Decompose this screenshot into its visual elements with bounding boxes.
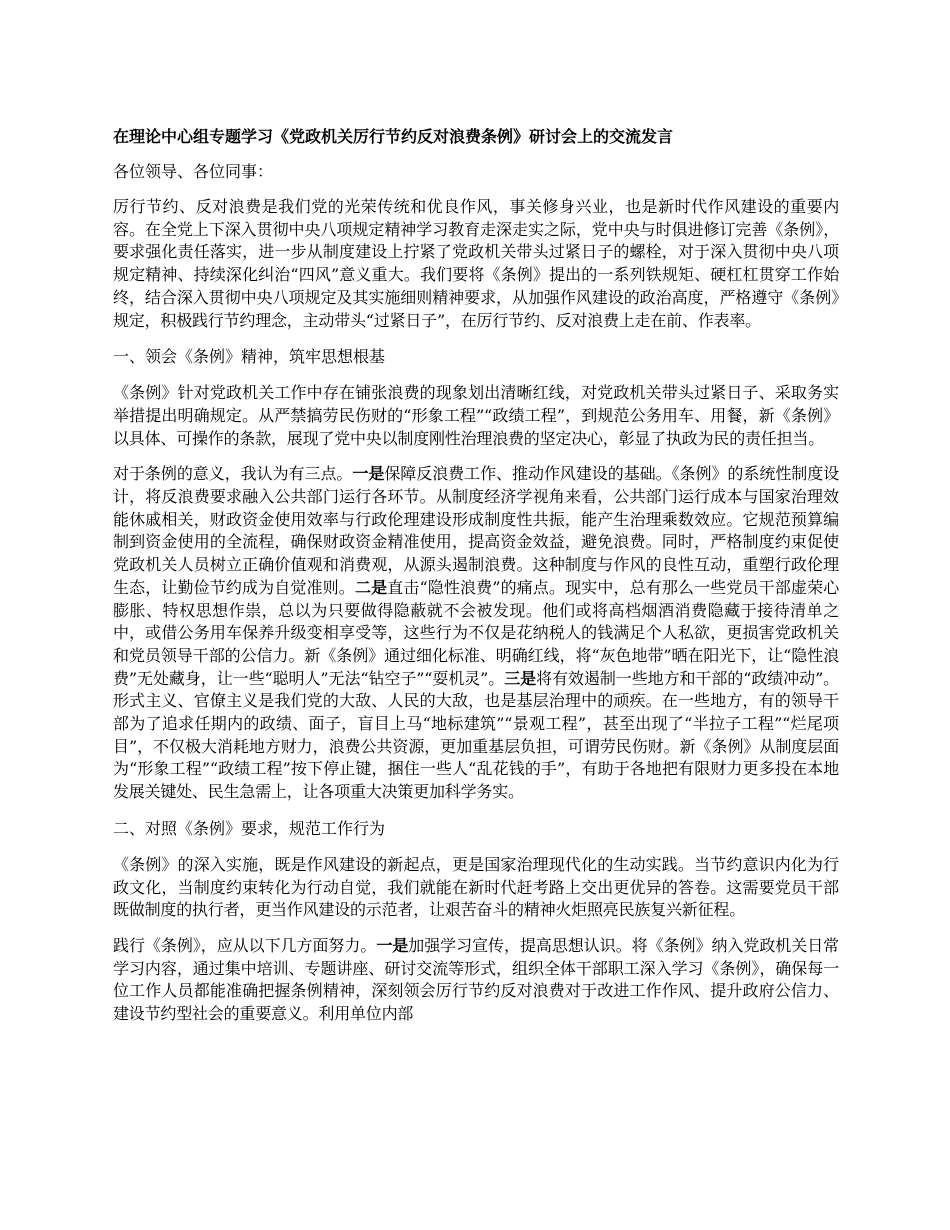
section-2-point-1-label: 一是 xyxy=(376,935,409,955)
section-1-point-1-label: 一是 xyxy=(352,464,385,484)
section-1-paragraph-2 xyxy=(113,463,839,804)
section-1-point-3-label: 三是 xyxy=(504,668,537,688)
intro-paragraph: 厉行节约、反对浪费是我们党的光荣传统和优良作风，事关修身兴业，也是新时代作风建设的重要内容。在全党上下深入贯彻中央八项规定精神学习教育走深走实之际，党中央与时俱进修订完善《条例》，要求强化责任落实，进一步从制度建设上拧紧了党政机关带头过紧日子的螺栓，对于深入贯彻中央八项规定精神、持续深化纠治“四风”意义重大。我们要将《条例》提出的一系列铁规矩、硬杠杠贯穿工作始终，结合深入贯彻中央八项规定及其实施细则精神要求，从加强作风建设的政治高度，严格遵守《条例》规定，积极践行节约理念，主动带头“过紧日子”，在厉行节约、反对浪费上走在前、作表率。 xyxy=(113,197,839,330)
section-2-point-1-text: 加强学习宣传，提高思想认识。将《条例》纳入党政机关日常学习内容，通过集中培训、专题讲座、研讨交流等形式，组织全体干部职工深入学习《条例》，确保每一位工作人员都能准确把握条例精神，深刻领会厉行节约反对浪费对于改进工作作风、提升政府公信力、建设节约型社会的重要意义。利用单位内部 xyxy=(113,935,839,1024)
section-1-point-2-label: 二是 xyxy=(354,577,388,597)
section-2-paragraph-2 xyxy=(113,935,839,1026)
section-2-points-intro: 践行《条例》，应从以下几方面努力。 xyxy=(113,935,377,955)
document-title: 在理论中心组专题学习《党政机关厉行节约反对浪费条例》研讨会上的交流发言 xyxy=(113,127,674,146)
section-2-heading: 二、对照《条例》要求，规范工作行为 xyxy=(113,818,386,838)
section-1-point-3-text: 将有效遏制一些地方和干部的“政绩冲动”。形式主义、官僚主义是我们党的大敌、人民的大敌，也是基层治理中的顽疾。在一些地方，有的领导干部为了追求任期内的政绩、面子，盲目上马“地标建筑”“景观工程”，甚至出现了“半拉子工程”“烂尾项目”，不仅极大消耗地方财力，浪费公共资源，更加重基层负担，可谓劳民伤财。新《条例》从制度层面为“形象工程”“政绩工程”按下停止键，捆住一些人“乱花钱的手”，有助于各地把有限财力更多投在本地发展关键处、民生急需上，让各项重大决策更加科学务实。 xyxy=(113,668,839,802)
section-1-heading: 一、领会《条例》精神，筑牢思想根基 xyxy=(113,347,386,367)
section-1-point-2-text: 直击“隐性浪费”的痛点。现实中，总有那么一些党员干部虚荣心膨胀、特权思想作祟，总以为只要做得隐蔽就不会被发现。他们或将高档烟酒消费隐藏于接待清单之中，或借公务用车保养升级变相享受等，这些行为不仅是花纳税人的钱满足个人私欲，更损害党政机关和党员领导干部的公信力。新《条例》通过细化标准、明确红线，将“灰色地带”晒在阳光下，让“隐性浪费”无处藏身，让一些“聪明人”无法“钻空子”“耍机灵”。 xyxy=(113,577,839,688)
section-2-paragraph-1: 《条例》的深入实施，既是作风建设的新起点，更是国家治理现代化的生动实践。当节约意识内化为行政文化，当制度约束转化为行动自觉，我们就能在新时代赶考路上交出更优异的答卷。这需要党员干部既做制度的执行者，更当作风建设的示范者，让艰苦奋斗的精神火炬照亮民族复兴新征程。 xyxy=(113,854,839,920)
section-1-point-1-text: 保障反浪费工作、推动作风建设的基础。《条例》的系统性制度设计，将反浪费要求融入公共部门运行各环节。从制度经济学视角来看，公共部门运行成本与国家治理效能休戚相关，财政资金使用效率与行政伦理建设形成制度性共振，能产生治理乘数效应。它规范预算编制到资金使用的全流程，确保财政资金精准使用，提高资金效益，避免浪费。同时，严格制度约束促使党政机关人员树立正确价值观和消费观，从源头遏制浪费。这种制度与作风的良性互动，重塑行政伦理生态，让勤俭节约成为自觉准则。 xyxy=(113,464,839,597)
section-1-paragraph-1: 《条例》针对党政机关工作中存在铺张浪费的现象划出清晰红线，对党政机关带头过紧日子、采取务实举措提出明确规定。从严禁搞劳民伤财的“形象工程”“政绩工程”，到规范公务用车、用餐，新《条例》以具体、可操作的条款，展现了党中央以制度刚性治理浪费的坚定决心，彰显了执政为民的责任担当。 xyxy=(113,383,839,448)
document-page xyxy=(113,124,839,1039)
section-1-points-intro: 对于条例的意义，我认为有三点。 xyxy=(113,464,353,484)
salutation: 各位领导、各位同事： xyxy=(113,162,274,181)
